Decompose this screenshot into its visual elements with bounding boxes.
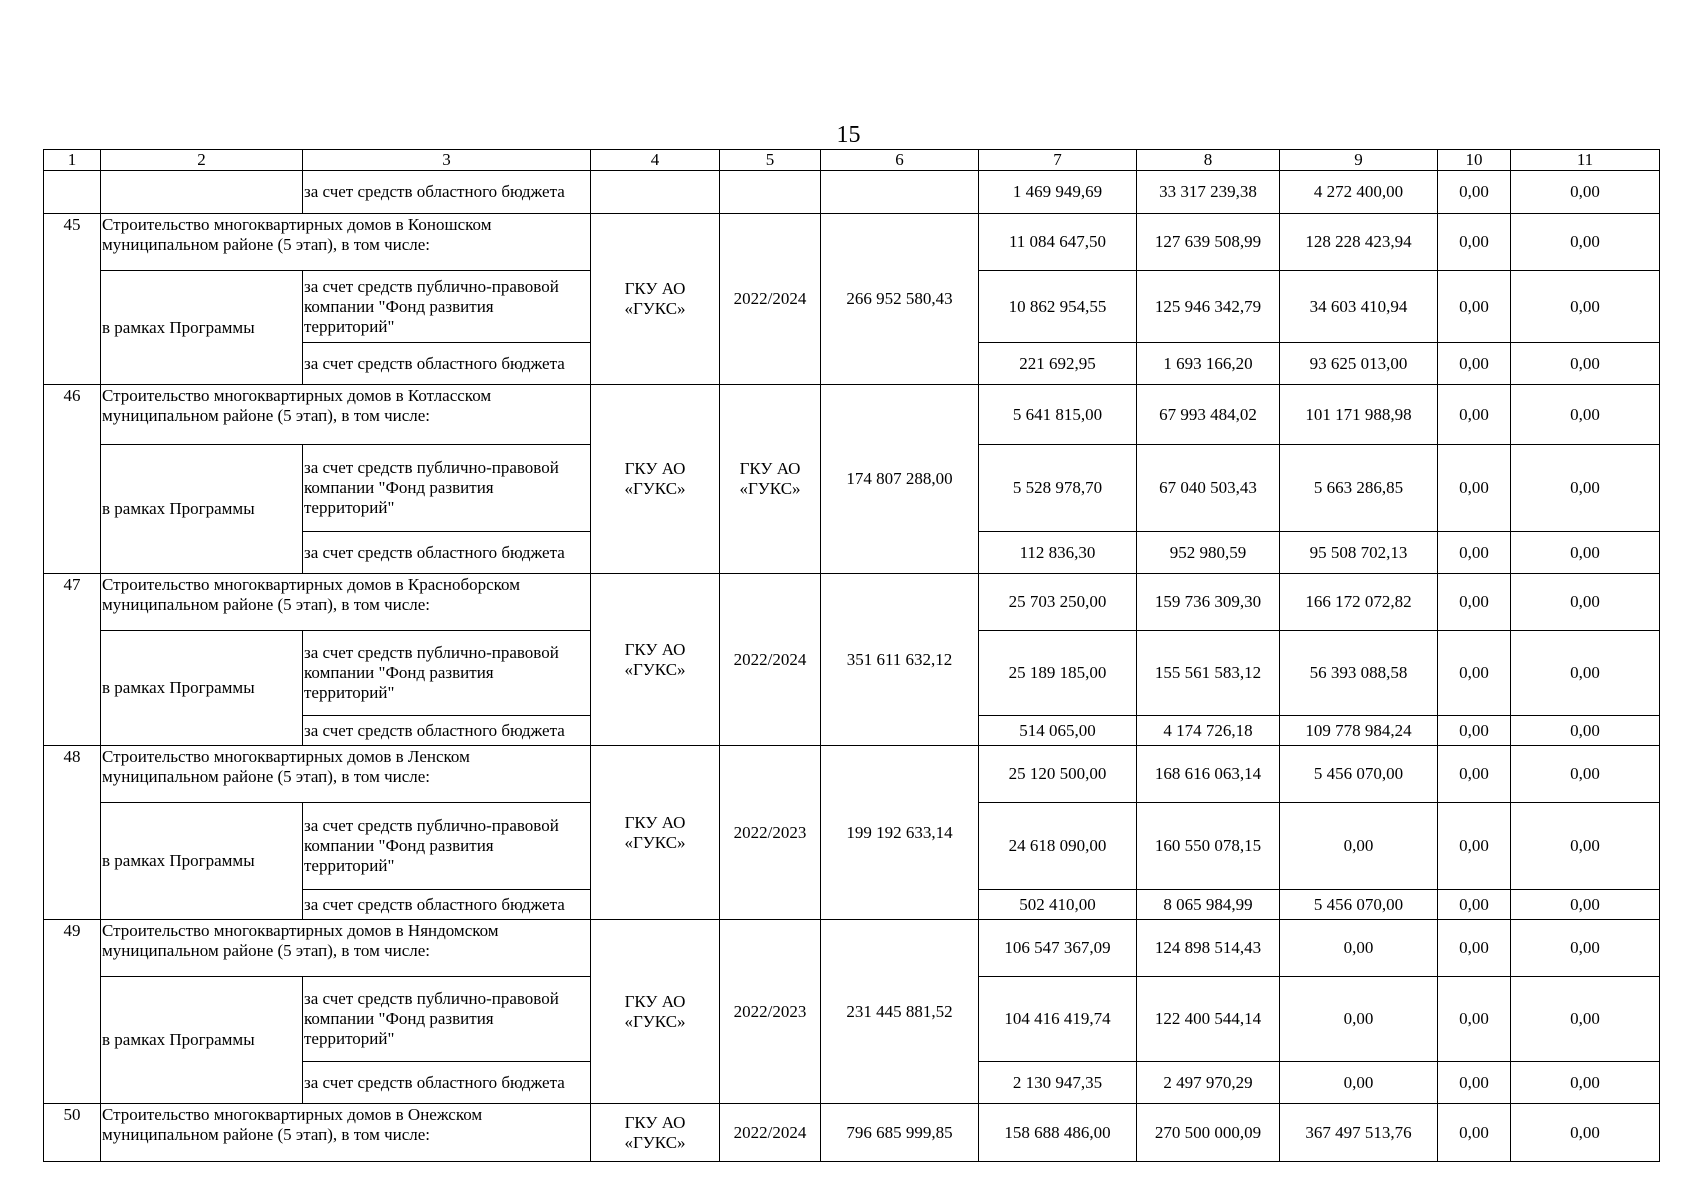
period-cell: 2022/2023 bbox=[720, 920, 821, 1104]
amount-cell: 0,00 bbox=[1511, 716, 1660, 746]
table-row bbox=[44, 1104, 1660, 1162]
amount-cell: 0,00 bbox=[1511, 445, 1660, 532]
amount-cell: 0,00 bbox=[1438, 574, 1511, 631]
amount-cell: 8 065 984,99 bbox=[1137, 890, 1280, 920]
object-title-cell: Строительство многоквартирных домов в Красноборском муниципальном районе (5 этап), в том числе: bbox=[101, 574, 591, 631]
period-cell: 2022/2024 bbox=[720, 1104, 821, 1162]
amount-cell: 0,00 bbox=[1511, 890, 1660, 920]
funding-source-cell: за счет средств областного бюджета bbox=[303, 343, 591, 385]
total-amount-cell: 199 192 633,14 bbox=[821, 746, 979, 920]
column-header: 5 bbox=[720, 150, 821, 171]
object-title-cell: Строительство многоквартирных домов в Коношском муниципальном районе (5 этап), в том числе: bbox=[101, 214, 591, 271]
amount-cell: 155 561 583,12 bbox=[1137, 631, 1280, 716]
amount-cell: 124 898 514,43 bbox=[1137, 920, 1280, 977]
cell-empty bbox=[720, 171, 821, 214]
column-header: 6 bbox=[821, 150, 979, 171]
column-header: 7 bbox=[979, 150, 1137, 171]
amount-cell: 0,00 bbox=[1511, 343, 1660, 385]
amount-cell: 4 174 726,18 bbox=[1137, 716, 1280, 746]
amount-cell: 221 692,95 bbox=[979, 343, 1137, 385]
column-header: 4 bbox=[591, 150, 720, 171]
amount-cell: 0,00 bbox=[1438, 716, 1511, 746]
amount-cell: 24 618 090,00 bbox=[979, 803, 1137, 890]
column-header: 11 bbox=[1511, 150, 1660, 171]
amount-cell: 0,00 bbox=[1511, 920, 1660, 977]
amount-cell: 0,00 bbox=[1438, 631, 1511, 716]
amount-cell: 0,00 bbox=[1280, 977, 1438, 1062]
amount-cell: 109 778 984,24 bbox=[1280, 716, 1438, 746]
executor-cell: ГКУ АО «ГУКС» bbox=[591, 920, 720, 1104]
amount-cell: 4 272 400,00 bbox=[1280, 171, 1438, 214]
amount-cell: 0,00 bbox=[1511, 532, 1660, 574]
table-row bbox=[44, 574, 1660, 631]
amount-cell: 952 980,59 bbox=[1137, 532, 1280, 574]
object-title-cell: Строительство многоквартирных домов в Ленском муниципальном районе (5 этап), в том числе: bbox=[101, 746, 591, 803]
amount-cell: 0,00 bbox=[1511, 171, 1660, 214]
amount-cell: 168 616 063,14 bbox=[1137, 746, 1280, 803]
amount-cell: 67 040 503,43 bbox=[1137, 445, 1280, 532]
amount-cell: 0,00 bbox=[1511, 271, 1660, 343]
amount-cell: 0,00 bbox=[1438, 1104, 1511, 1162]
amount-cell: 0,00 bbox=[1280, 1062, 1438, 1104]
executor-cell: ГКУ АО «ГУКС» bbox=[591, 214, 720, 385]
amount-cell: 160 550 078,15 bbox=[1137, 803, 1280, 890]
table-row bbox=[44, 171, 1660, 214]
amount-cell: 0,00 bbox=[1438, 171, 1511, 214]
row-number-cell: 46 bbox=[44, 385, 101, 574]
column-header: 3 bbox=[303, 150, 591, 171]
total-amount-cell: 351 611 632,12 bbox=[821, 574, 979, 746]
object-title-cell: Строительство многоквартирных домов в Няндомском муниципальном районе (5 этап), в том числе: bbox=[101, 920, 591, 977]
amount-cell: 5 663 286,85 bbox=[1280, 445, 1438, 532]
row-number-cell: 45 bbox=[44, 214, 101, 385]
object-title-cell: Строительство многоквартирных домов в Котласском муниципальном районе (5 этап), в том числе: bbox=[101, 385, 591, 445]
amount-cell: 11 084 647,50 bbox=[979, 214, 1137, 271]
program-label-cell: в рамках Программы bbox=[101, 271, 303, 385]
amount-cell: 93 625 013,00 bbox=[1280, 343, 1438, 385]
budget-table bbox=[43, 149, 1660, 1162]
program-label-cell: в рамках Программы bbox=[101, 803, 303, 920]
amount-cell: 2 130 947,35 bbox=[979, 1062, 1137, 1104]
row-number-cell: 48 bbox=[44, 746, 101, 920]
amount-cell: 25 703 250,00 bbox=[979, 574, 1137, 631]
period-cell: 2022/2023 bbox=[720, 746, 821, 920]
amount-cell: 0,00 bbox=[1438, 746, 1511, 803]
funding-source-cell: за счет средств областного бюджета bbox=[303, 890, 591, 920]
cell-empty bbox=[591, 171, 720, 214]
amount-cell: 0,00 bbox=[1280, 920, 1438, 977]
funding-source-cell: за счет средств публично-правовой компании "Фонд развития территорий" bbox=[303, 445, 591, 532]
table-row bbox=[44, 920, 1660, 977]
period-cell: 2022/2024 bbox=[720, 574, 821, 746]
amount-cell: 0,00 bbox=[1511, 977, 1660, 1062]
funding-source-cell: за счет средств областного бюджета bbox=[303, 1062, 591, 1104]
amount-cell: 5 456 070,00 bbox=[1280, 890, 1438, 920]
amount-cell: 33 317 239,38 bbox=[1137, 171, 1280, 214]
amount-cell: 0,00 bbox=[1438, 445, 1511, 532]
period-cell: ГКУ АО «ГУКС» bbox=[720, 385, 821, 574]
total-amount-cell: 796 685 999,85 bbox=[821, 1104, 979, 1162]
funding-source-cell: за счет средств областного бюджета bbox=[303, 532, 591, 574]
amount-cell: 0,00 bbox=[1511, 1062, 1660, 1104]
amount-cell: 104 416 419,74 bbox=[979, 977, 1137, 1062]
amount-cell: 106 547 367,09 bbox=[979, 920, 1137, 977]
total-amount-cell: 174 807 288,00 bbox=[821, 385, 979, 574]
amount-cell: 514 065,00 bbox=[979, 716, 1137, 746]
cell-empty bbox=[821, 171, 979, 214]
amount-cell: 270 500 000,09 bbox=[1137, 1104, 1280, 1162]
column-header: 1 bbox=[44, 150, 101, 171]
amount-cell: 0,00 bbox=[1511, 574, 1660, 631]
object-title-cell: Строительство многоквартирных домов в Онежском муниципальном районе (5 этап), в том числе: bbox=[101, 1104, 591, 1162]
amount-cell: 0,00 bbox=[1438, 385, 1511, 445]
program-label-cell: в рамках Программы bbox=[101, 445, 303, 574]
amount-cell: 128 228 423,94 bbox=[1280, 214, 1438, 271]
table-row bbox=[44, 385, 1660, 445]
cell-empty bbox=[101, 171, 303, 214]
amount-cell: 0,00 bbox=[1438, 1062, 1511, 1104]
amount-cell: 0,00 bbox=[1511, 214, 1660, 271]
funding-source-cell: за счет средств публично-правовой компании "Фонд развития территорий" bbox=[303, 271, 591, 343]
amount-cell: 0,00 bbox=[1438, 803, 1511, 890]
amount-cell: 1 693 166,20 bbox=[1137, 343, 1280, 385]
funding-source-cell: за счет средств областного бюджета bbox=[303, 716, 591, 746]
amount-cell: 125 946 342,79 bbox=[1137, 271, 1280, 343]
column-header: 8 bbox=[1137, 150, 1280, 171]
amount-cell: 0,00 bbox=[1438, 920, 1511, 977]
amount-cell: 101 171 988,98 bbox=[1280, 385, 1438, 445]
amount-cell: 25 189 185,00 bbox=[979, 631, 1137, 716]
amount-cell: 0,00 bbox=[1438, 977, 1511, 1062]
funding-source-cell: за счет средств публично-правовой компании "Фонд развития территорий" bbox=[303, 631, 591, 716]
amount-cell: 0,00 bbox=[1511, 631, 1660, 716]
column-header: 2 bbox=[101, 150, 303, 171]
amount-cell: 502 410,00 bbox=[979, 890, 1137, 920]
amount-cell: 122 400 544,14 bbox=[1137, 977, 1280, 1062]
amount-cell: 0,00 bbox=[1511, 385, 1660, 445]
amount-cell: 127 639 508,99 bbox=[1137, 214, 1280, 271]
executor-cell: ГКУ АО «ГУКС» bbox=[591, 385, 720, 574]
amount-cell: 367 497 513,76 bbox=[1280, 1104, 1438, 1162]
amount-cell: 1 469 949,69 bbox=[979, 171, 1137, 214]
amount-cell: 34 603 410,94 bbox=[1280, 271, 1438, 343]
executor-cell: ГКУ АО «ГУКС» bbox=[591, 574, 720, 746]
column-header-row bbox=[44, 150, 1660, 171]
amount-cell: 5 456 070,00 bbox=[1280, 746, 1438, 803]
row-number-cell: 47 bbox=[44, 574, 101, 746]
total-amount-cell: 231 445 881,52 bbox=[821, 920, 979, 1104]
period-cell: 2022/2024 bbox=[720, 214, 821, 385]
amount-cell: 5 528 978,70 bbox=[979, 445, 1137, 532]
amount-cell: 0,00 bbox=[1438, 271, 1511, 343]
total-amount-cell: 266 952 580,43 bbox=[821, 214, 979, 385]
column-header: 10 bbox=[1438, 150, 1511, 171]
amount-cell: 0,00 bbox=[1511, 803, 1660, 890]
amount-cell: 95 508 702,13 bbox=[1280, 532, 1438, 574]
amount-cell: 5 641 815,00 bbox=[979, 385, 1137, 445]
cell-empty bbox=[44, 171, 101, 214]
amount-cell: 25 120 500,00 bbox=[979, 746, 1137, 803]
amount-cell: 159 736 309,30 bbox=[1137, 574, 1280, 631]
row-number-cell: 50 bbox=[44, 1104, 101, 1162]
amount-cell: 166 172 072,82 bbox=[1280, 574, 1438, 631]
executor-cell: ГКУ АО «ГУКС» bbox=[591, 1104, 720, 1162]
table-row bbox=[44, 214, 1660, 271]
funding-source-cell: за счет средств областного бюджета bbox=[303, 171, 591, 214]
amount-cell: 0,00 bbox=[1511, 1104, 1660, 1162]
funding-source-cell: за счет средств публично-правовой компании "Фонд развития территорий" bbox=[303, 977, 591, 1062]
amount-cell: 112 836,30 bbox=[979, 532, 1137, 574]
amount-cell: 158 688 486,00 bbox=[979, 1104, 1137, 1162]
amount-cell: 67 993 484,02 bbox=[1137, 385, 1280, 445]
funding-source-cell: за счет средств публично-правовой компании "Фонд развития территорий" bbox=[303, 803, 591, 890]
page-number: 15 bbox=[836, 122, 861, 148]
table-body bbox=[44, 150, 1660, 1162]
amount-cell: 0,00 bbox=[1280, 803, 1438, 890]
amount-cell: 0,00 bbox=[1438, 343, 1511, 385]
amount-cell: 2 497 970,29 bbox=[1137, 1062, 1280, 1104]
program-label-cell: в рамках Программы bbox=[101, 977, 303, 1104]
amount-cell: 56 393 088,58 bbox=[1280, 631, 1438, 716]
program-label-cell: в рамках Программы bbox=[101, 631, 303, 746]
table-row bbox=[44, 746, 1660, 803]
row-number-cell: 49 bbox=[44, 920, 101, 1104]
amount-cell: 0,00 bbox=[1511, 746, 1660, 803]
amount-cell: 10 862 954,55 bbox=[979, 271, 1137, 343]
amount-cell: 0,00 bbox=[1438, 890, 1511, 920]
column-header: 9 bbox=[1280, 150, 1438, 171]
amount-cell: 0,00 bbox=[1438, 532, 1511, 574]
executor-cell: ГКУ АО «ГУКС» bbox=[591, 746, 720, 920]
amount-cell: 0,00 bbox=[1438, 214, 1511, 271]
